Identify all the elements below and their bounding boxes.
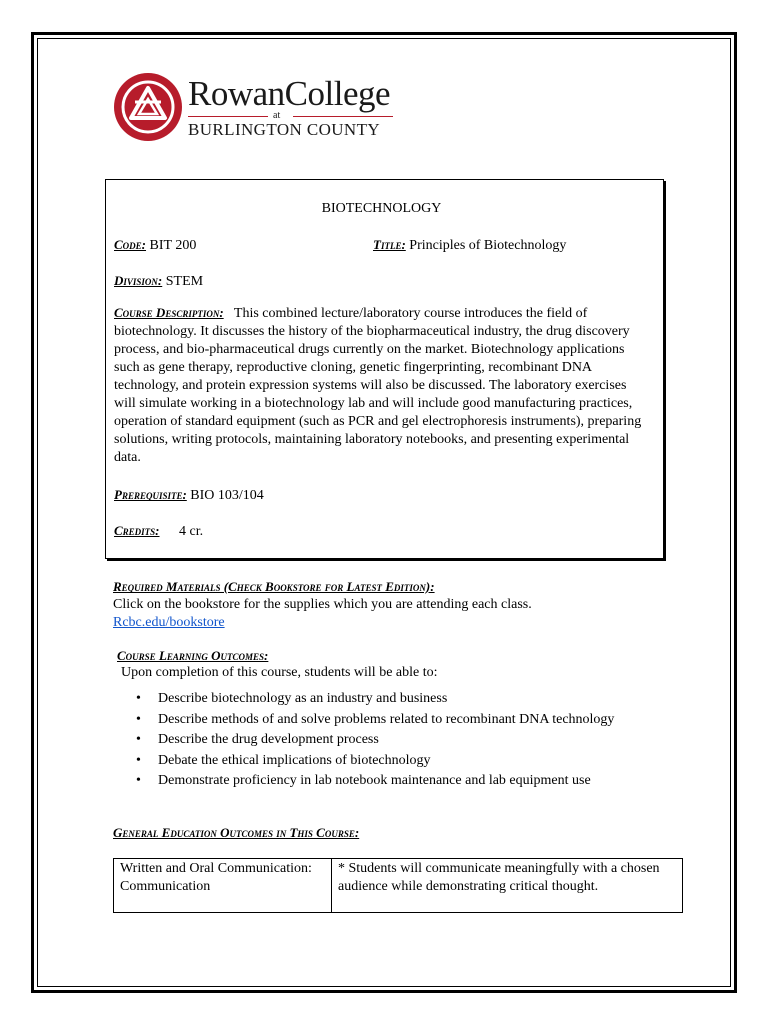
prerequisite-row <box>114 486 264 505</box>
title-label: Title: <box>373 237 406 252</box>
description-label: Course Description: <box>114 305 224 320</box>
course-description <box>114 304 649 467</box>
gen-ed-heading: General Education Outcomes in This Course: <box>113 825 360 840</box>
list-item: • Describe biotechnology as an industry and business <box>130 690 614 711</box>
logo-college-name: RowanCollege <box>188 74 391 113</box>
description-text: This combined lecture/laboratory course introduces the field of biotechnology. It discusses the history of the biopharmaceutical industry, the drug discovery process, and bio-pharmaceutical drugs currently on the market. Biotechnology applications such as gene therapy, reproductive cloning, genetic fingerprinting, recombinant DNA technology, and protein expression systems will also be discussed. The laboratory exercises will simulate working in a biotechnology lab and will include good manufacturing practices, operation of standard equipment (such as PCR and gel electrophoresis instruments), preparing solutions, writing protocols, maintaining laboratory notebooks, and presenting experimental data. <box>114 306 642 465</box>
learning-outcomes-intro: Upon completion of this course, students will be able to: <box>121 665 438 680</box>
college-seal-icon <box>113 72 183 142</box>
code-value: BIT 200 <box>149 238 197 253</box>
logo-rule-right <box>293 116 393 117</box>
title-value: Principles of Biotechnology <box>409 238 567 253</box>
course-code-row <box>114 236 196 255</box>
list-item: • Demonstrate proficiency in lab notebook maintenance and lab equipment use <box>130 772 614 793</box>
list-item: • Debate the ethical implications of biotechnology <box>130 752 614 773</box>
course-title-row <box>373 236 566 255</box>
division-row <box>114 272 203 291</box>
gen-ed-category-cell: Written and Oral Communication: Communication <box>114 859 332 913</box>
division-label: Division: <box>114 273 163 288</box>
learning-outcomes-list <box>130 690 614 793</box>
list-item: • Describe the drug development process <box>130 731 614 752</box>
credits-value: 4 cr. <box>179 524 204 539</box>
division-value: STEM <box>165 274 204 289</box>
table-row <box>114 859 683 913</box>
list-item: • Describe methods of and solve problems related to recombinant DNA technology <box>130 711 614 732</box>
learning-outcomes-heading-block <box>117 647 268 665</box>
course-info-box <box>105 179 664 559</box>
logo-at: at <box>273 110 281 121</box>
college-logo <box>113 72 403 144</box>
required-materials-text: Click on the bookstore for the supplies which you are attending each class. <box>113 597 532 612</box>
learning-outcomes-heading: Course Learning Outcomes: <box>117 648 269 663</box>
course-heading: BIOTECHNOLOGY <box>321 201 442 216</box>
gen-ed-outcome-cell: * Students will communicate meaningfully with a chosen audience while demonstrating critical thought. <box>332 859 683 913</box>
logo-county: BURLINGTON COUNTY <box>188 120 381 139</box>
prerequisite-label: Prerequisite: <box>114 487 187 502</box>
required-materials-heading: Required Materials (Check Bookstore for Latest Edition): <box>113 579 435 594</box>
gen-ed-table <box>113 858 683 913</box>
bookstore-link[interactable]: Rcbc.edu/bookstore <box>113 615 225 630</box>
gen-ed-heading-block <box>113 824 359 842</box>
code-label: Code: <box>114 237 147 252</box>
prerequisite-value: BIO 103/104 <box>190 488 264 503</box>
required-materials-section <box>113 578 532 632</box>
credits-row <box>114 522 203 541</box>
credits-label: Credits: <box>114 523 160 538</box>
logo-rule-left <box>188 116 268 117</box>
